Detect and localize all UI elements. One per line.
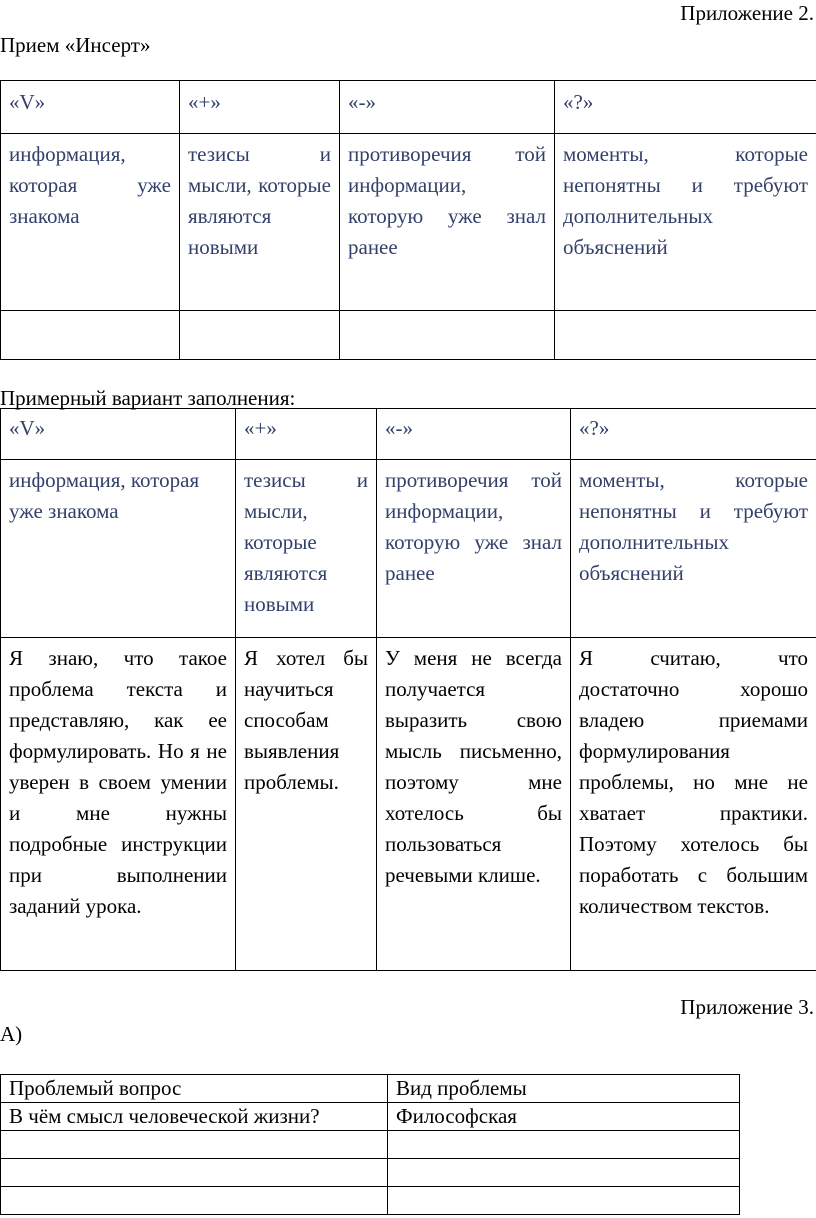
cell-contradictions: противоречия той информации, которую уже знал ранее (340, 134, 555, 311)
section-a-label: А) (0, 1022, 23, 1046)
empty-cell (388, 1131, 740, 1159)
col-header-plus: «+» (236, 409, 377, 460)
cell-known-info: информация, которая уже знакома (1, 460, 236, 638)
insert-table-template (0, 80, 816, 360)
cell-unclear-moments: моменты, которые непонятны и требуют дополнительных объяснений (571, 460, 816, 638)
cell-new-theses: тезисы и мысли, которые являются новыми (236, 460, 377, 638)
appendix-3-label: Приложение 3. (680, 995, 814, 1019)
col-header-problem-type: Вид проблемы (388, 1075, 740, 1103)
col-header-problem-question: Проблемый вопрос (1, 1075, 388, 1103)
empty-cell (1, 1159, 388, 1187)
problem-type-cell: Философская (388, 1103, 740, 1131)
col-header-v: «V» (1, 409, 236, 460)
col-header-question: «?» (571, 409, 816, 460)
col-header-question: «?» (555, 81, 816, 134)
example-label: Примерный вариант заполнения: (0, 386, 296, 410)
answer-new: Я хотел бы научиться способам выявления проблемы. (236, 638, 377, 971)
col-header-minus: «-» (340, 81, 555, 134)
answer-known: Я знаю, что такое проблема текста и представляю, как ее формулировать. Но я не уверен в своем умении и мне нужны подробные инструкции при выполнении заданий урока. (1, 638, 236, 971)
problem-question-cell: В чём смысл человеческой жизни? (1, 1103, 388, 1131)
col-header-minus: «-» (377, 409, 571, 460)
empty-cell (1, 1131, 388, 1159)
empty-cell (180, 311, 340, 360)
empty-cell (1, 311, 180, 360)
insert-table-example (0, 408, 816, 971)
empty-cell (555, 311, 816, 360)
empty-cell (340, 311, 555, 360)
empty-cell (388, 1159, 740, 1187)
cell-unclear-moments: моменты, которые непонятны и требуют дополнительных объяснений (555, 134, 816, 311)
insert-technique-title: Прием «Инсерт» (0, 33, 151, 57)
col-header-plus: «+» (180, 81, 340, 134)
answer-unclear: Я считаю, что достаточно хорошо владею приемами формулирования проблемы, но мне не хватает практики. Поэтому хотелось бы поработать с большим количеством текстов. (571, 638, 816, 971)
empty-cell (1, 1187, 388, 1215)
empty-cell (388, 1187, 740, 1215)
problem-types-table (0, 1074, 740, 1215)
col-header-v: «V» (1, 81, 180, 134)
appendix-2-label: Приложение 2. (680, 1, 814, 25)
cell-contradictions: противоречия той информации, которую уже знал ранее (377, 460, 571, 638)
cell-known-info: информация, которая уже знакома (1, 134, 180, 311)
cell-new-theses: тезисы и мысли, которые являются новыми (180, 134, 340, 311)
answer-contradictions: У меня не всегда получается выразить свою мысль письменно, поэтому мне хотелось бы пользоваться речевыми клише. (377, 638, 571, 971)
